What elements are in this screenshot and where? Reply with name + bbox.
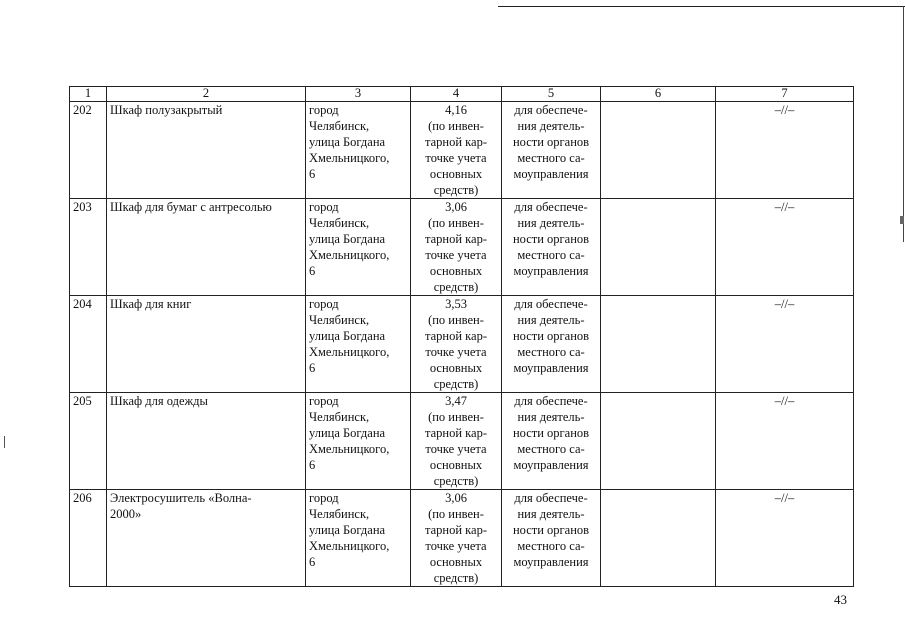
item-purpose bbox=[502, 490, 601, 587]
purpose-line: ния деятель- bbox=[517, 313, 585, 327]
cost-line: (по инвен- bbox=[428, 507, 484, 521]
table-row bbox=[70, 393, 854, 490]
cost-line: основных bbox=[429, 555, 483, 569]
address-line: Хмельницкого, bbox=[309, 539, 390, 553]
item-ditto-mark: –//– bbox=[716, 296, 854, 393]
purpose-line: ния деятель- bbox=[517, 410, 585, 424]
item-address bbox=[306, 102, 411, 199]
item-number: 204 bbox=[70, 296, 107, 393]
item-address bbox=[306, 490, 411, 587]
address-line: Челябинск, bbox=[309, 119, 370, 133]
header-cell-6: 6 bbox=[601, 87, 716, 102]
purpose-line: моуправления bbox=[513, 458, 589, 472]
header-cell-4: 4 bbox=[411, 87, 502, 102]
purpose-line: ности органов bbox=[512, 523, 590, 537]
item-ditto-mark: –//– bbox=[716, 102, 854, 199]
top-rule bbox=[498, 6, 905, 7]
address-line: Челябинск, bbox=[309, 410, 370, 424]
right-margin-rule bbox=[903, 6, 904, 242]
purpose-line: моуправления bbox=[513, 264, 589, 278]
header-row bbox=[70, 87, 854, 102]
address-line: Челябинск, bbox=[309, 313, 370, 327]
item-ditto-mark: –//– bbox=[716, 199, 854, 296]
item-address bbox=[306, 393, 411, 490]
cost-line: 3,53 bbox=[445, 297, 467, 311]
cost-line: тарной кар- bbox=[424, 135, 487, 149]
name-line: Шкаф для одежды bbox=[110, 394, 208, 408]
header-cell-2: 2 bbox=[107, 87, 306, 102]
left-margin-mark bbox=[4, 436, 5, 448]
header-cell-3: 3 bbox=[306, 87, 411, 102]
table-row bbox=[70, 102, 854, 199]
purpose-line: моуправления bbox=[513, 167, 589, 181]
address-line: город bbox=[309, 103, 339, 117]
item-number: 202 bbox=[70, 102, 107, 199]
address-line: 6 bbox=[309, 458, 316, 472]
purpose-line: ности органов bbox=[512, 135, 590, 149]
cost-line: основных bbox=[429, 458, 483, 472]
address-line: город bbox=[309, 491, 339, 505]
table-row bbox=[70, 199, 854, 296]
item-name bbox=[107, 102, 306, 199]
item-name bbox=[107, 393, 306, 490]
item-name bbox=[107, 199, 306, 296]
address-line: Челябинск, bbox=[309, 507, 370, 521]
item-cost bbox=[411, 296, 502, 393]
cost-line: средств) bbox=[433, 474, 479, 488]
address-line: улица Богдана bbox=[309, 232, 386, 246]
cost-line: основных bbox=[429, 167, 483, 181]
cost-line: точке учета bbox=[425, 151, 487, 165]
address-line: Хмельницкого, bbox=[309, 442, 390, 456]
cost-line: точке учета bbox=[425, 248, 487, 262]
cost-line: тарной кар- bbox=[424, 232, 487, 246]
item-address bbox=[306, 296, 411, 393]
item-cost bbox=[411, 393, 502, 490]
purpose-line: местного са- bbox=[517, 248, 585, 262]
property-registry-table bbox=[69, 86, 854, 587]
address-line: Хмельницкого, bbox=[309, 345, 390, 359]
purpose-line: ния деятель- bbox=[517, 507, 585, 521]
address-line: улица Богдана bbox=[309, 135, 386, 149]
item-column-6 bbox=[601, 393, 716, 490]
purpose-line: моуправления bbox=[513, 555, 589, 569]
address-line: город bbox=[309, 297, 339, 311]
name-line: Шкаф для книг bbox=[110, 297, 192, 311]
name-line: Шкаф полузакрытый bbox=[110, 103, 223, 117]
purpose-line: ности органов bbox=[512, 426, 590, 440]
item-column-6 bbox=[601, 490, 716, 587]
cost-line: тарной кар- bbox=[424, 329, 487, 343]
item-purpose bbox=[502, 296, 601, 393]
cost-line: средств) bbox=[433, 571, 479, 585]
table-row bbox=[70, 490, 854, 587]
item-number: 203 bbox=[70, 199, 107, 296]
right-margin-mark bbox=[900, 216, 904, 224]
cost-line: 3,06 bbox=[445, 200, 467, 214]
cost-line: средств) bbox=[433, 280, 479, 294]
cost-line: точке учета bbox=[425, 345, 487, 359]
address-line: 6 bbox=[309, 361, 316, 375]
purpose-line: ности органов bbox=[512, 329, 590, 343]
address-line: Хмельницкого, bbox=[309, 151, 390, 165]
purpose-line: для обеспече- bbox=[514, 297, 588, 311]
address-line: 6 bbox=[309, 167, 316, 181]
header-cell-1: 1 bbox=[70, 87, 107, 102]
purpose-line: ния деятель- bbox=[517, 216, 585, 230]
purpose-line: местного са- bbox=[517, 345, 585, 359]
name-line: Электросушитель «Волна- bbox=[110, 491, 252, 505]
item-ditto-mark: –//– bbox=[716, 490, 854, 587]
page-number: 43 bbox=[834, 592, 847, 607]
purpose-line: для обеспече- bbox=[514, 200, 588, 214]
cost-line: средств) bbox=[433, 377, 479, 391]
name-line: Шкаф для бумаг с антресолью bbox=[110, 200, 272, 214]
cost-line: тарной кар- bbox=[424, 523, 487, 537]
cost-line: точке учета bbox=[425, 539, 487, 553]
address-line: город bbox=[309, 200, 339, 214]
cost-line: (по инвен- bbox=[428, 410, 484, 424]
item-address bbox=[306, 199, 411, 296]
item-number: 206 bbox=[70, 490, 107, 587]
address-line: 6 bbox=[309, 264, 316, 278]
item-name bbox=[107, 490, 306, 587]
purpose-line: местного са- bbox=[517, 442, 585, 456]
purpose-line: местного са- bbox=[517, 539, 585, 553]
item-column-6 bbox=[601, 102, 716, 199]
purpose-line: ния деятель- bbox=[517, 119, 585, 133]
cost-line: основных bbox=[429, 361, 483, 375]
item-purpose bbox=[502, 199, 601, 296]
address-line: Хмельницкого, bbox=[309, 248, 390, 262]
cost-line: точке учета bbox=[425, 442, 487, 456]
item-name bbox=[107, 296, 306, 393]
table-body bbox=[70, 87, 854, 587]
cost-line: (по инвен- bbox=[428, 119, 484, 133]
item-cost bbox=[411, 102, 502, 199]
address-line: 6 bbox=[309, 555, 316, 569]
purpose-line: ности органов bbox=[512, 232, 590, 246]
cost-line: тарной кар- bbox=[424, 426, 487, 440]
address-line: улица Богдана bbox=[309, 523, 386, 537]
table-row bbox=[70, 296, 854, 393]
address-line: город bbox=[309, 394, 339, 408]
purpose-line: для обеспече- bbox=[514, 394, 588, 408]
name-line: 2000» bbox=[110, 507, 142, 521]
item-cost bbox=[411, 199, 502, 296]
item-ditto-mark: –//– bbox=[716, 393, 854, 490]
item-column-6 bbox=[601, 296, 716, 393]
cost-line: основных bbox=[429, 264, 483, 278]
purpose-line: для обеспече- bbox=[514, 103, 588, 117]
purpose-line: для обеспече- bbox=[514, 491, 588, 505]
cost-line: (по инвен- bbox=[428, 216, 484, 230]
item-purpose bbox=[502, 102, 601, 199]
item-column-6 bbox=[601, 199, 716, 296]
cost-line: (по инвен- bbox=[428, 313, 484, 327]
header-cell-5: 5 bbox=[502, 87, 601, 102]
address-line: Челябинск, bbox=[309, 216, 370, 230]
address-line: улица Богдана bbox=[309, 329, 386, 343]
cost-line: средств) bbox=[433, 183, 479, 197]
cost-line: 4,16 bbox=[445, 103, 467, 117]
header-cell-7: 7 bbox=[716, 87, 854, 102]
item-cost bbox=[411, 490, 502, 587]
address-line: улица Богдана bbox=[309, 426, 386, 440]
item-purpose bbox=[502, 393, 601, 490]
cost-line: 3,06 bbox=[445, 491, 467, 505]
purpose-line: местного са- bbox=[517, 151, 585, 165]
item-number: 205 bbox=[70, 393, 107, 490]
purpose-line: моуправления bbox=[513, 361, 589, 375]
cost-line: 3,47 bbox=[445, 394, 467, 408]
